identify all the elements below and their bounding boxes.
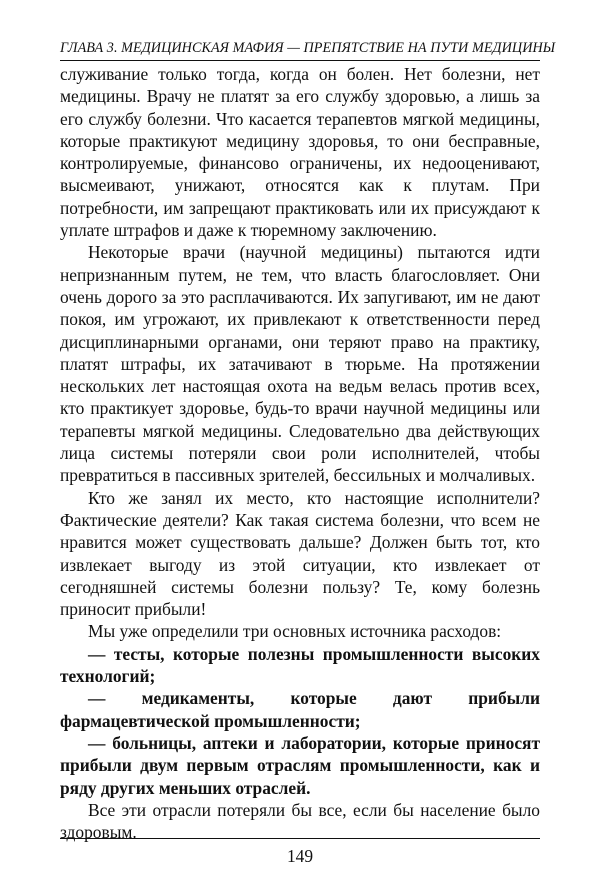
bullet-hospitals: — больницы, аптеки и лаборатории, которые приносят прибыли двум первым отраслям промышленности, как и ряду других меньших отраслей. bbox=[60, 732, 540, 798]
bullet-medications: — медикаменты, которые дают прибыли фармацевтической промышленности; bbox=[60, 688, 540, 731]
page-number: 149 bbox=[286, 846, 314, 866]
paragraph-1: служивание только тогда, когда он болен. Нет болезни, нет медицины. Врачу не платят за его службу здоровью, а лишь за его службу болезни. Что касается терапевтов мягкой медицины, которые практикуют медицину здоровья, то они бесправные, контролируемые, финансово ограничены, их недооценивают, высмеивают, унижают, относятся как к плутам. При потребности, им запрещают практиковать или их присуждают к уплате штрафов и даже к тюремному заключению. bbox=[60, 64, 540, 241]
paragraph-5: Все эти отрасли потеряли бы все, если бы население было здоровым. bbox=[60, 799, 540, 843]
header-rule bbox=[60, 60, 540, 61]
paragraph-4: Мы уже определили три основных источника расходов: bbox=[88, 621, 502, 642]
paragraph-3: Кто же занял их место, кто настоящие исполнители? Фактические деятели? Как такая система болезни, что всем не нравится может существовать дальше? Должен быть тот, кто извлекает выгоду из этой ситуации, кто извлекает от сегодняшней системы болезни пользу? Те, кому болезнь приносит прибыли! bbox=[60, 487, 540, 620]
footer-rule bbox=[60, 838, 540, 839]
running-header: ГЛАВА 3. МЕДИЦИНСКАЯ МАФИЯ — ПРЕПЯТСТВИЕ НА ПУТИ МЕДИЦИНЫ bbox=[60, 40, 556, 56]
bullet-tests: — тесты, которые полезны промышленности высоких технологий; bbox=[60, 643, 540, 687]
paragraph-2: Некоторые врачи (научной медицины) пытаются идти непризнанным путем, не тем, что власть благословляет. Они очень дорого за это расплачиваются. Их запугивают, им не дают покоя, им угрожают, их привлекают к ответственности перед дисциплинарными органами, они теряют право на практику, платят штрафы, их затачивают в тюрьме. На протяжении нескольких лет настоящая охота на ведьм велась против всех, кто практикует здоровье, будь-то врачи научной медицины или терапевты мягкой медицины. Следовательно два действующих лица системы потеряли свои роли исполнителей, чтобы превратиться в пассивных зрителей, бессильных и молчаливых. bbox=[60, 242, 540, 486]
page-body bbox=[60, 63, 540, 843]
